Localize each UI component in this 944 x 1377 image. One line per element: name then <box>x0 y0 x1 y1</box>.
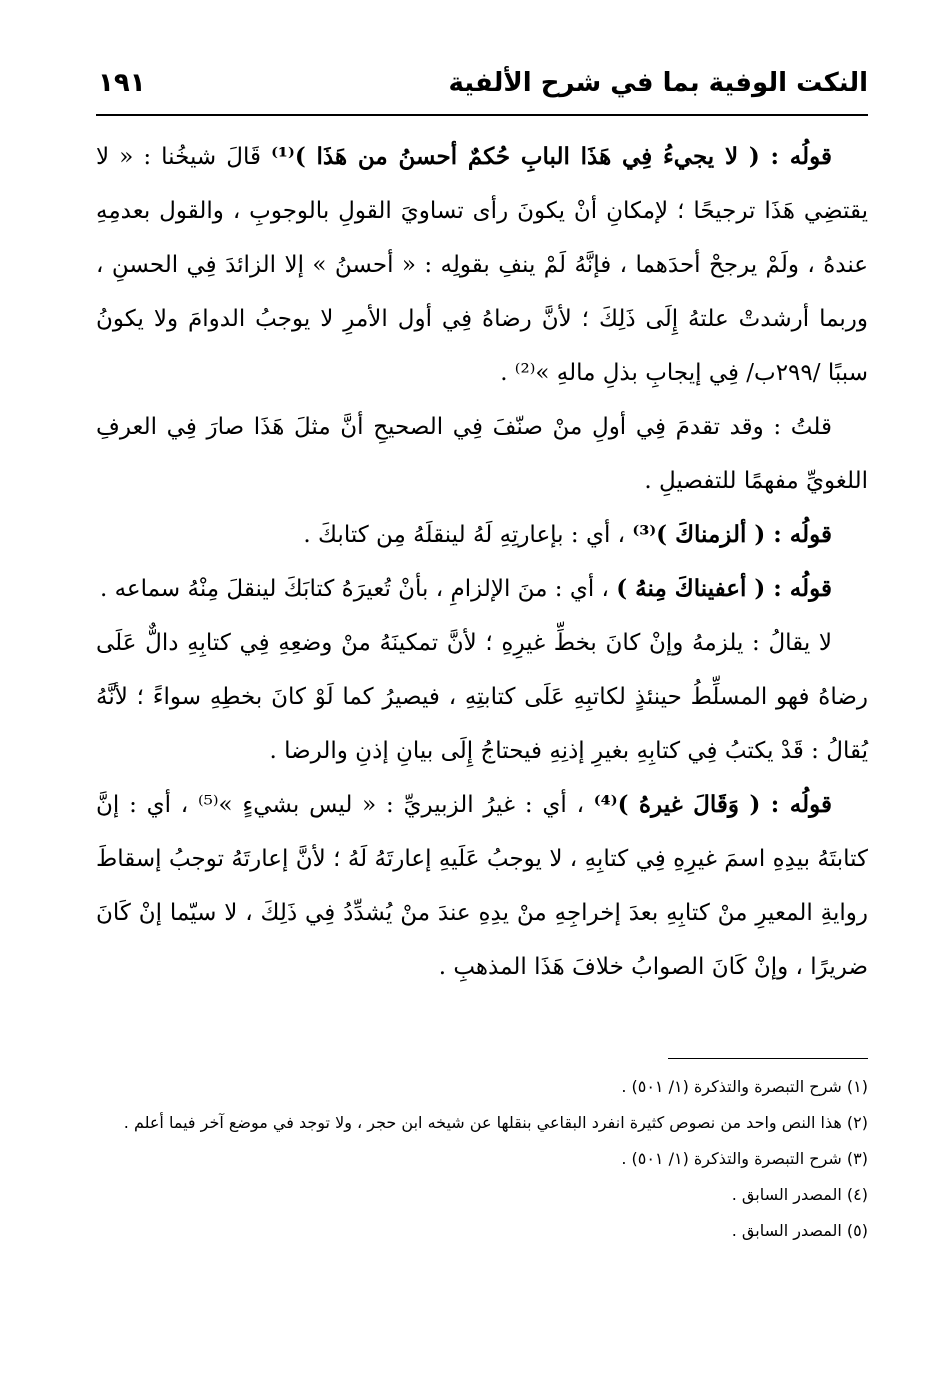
paragraph <box>96 616 868 778</box>
paragraph-lead: قولُه : ( أعفيناكَ مِنهُ ) <box>616 575 832 602</box>
paragraph-lead: قولُه : ( ألزمناكَ )⁽³⁾ <box>632 521 832 548</box>
paragraph <box>96 130 868 400</box>
paragraph-text: ، أي : غيرُ الزبيريِّ : « ليس بشيءٍ »⁽⁵⁾ ، أي : إنَّ كتابتَهُ بيدِهِ اسمَ غيرِهِ فِي كتابِهِ ، لا يوجبُ عَلَيهِ إعارتَهُ لَهُ ؛ لأنَّ إعارتَهُ توجبُ إسقاطَ روايةِ المعيرِ منْ كتابِهِ بعدَ إخراجِهِ منْ يدِهِ عندَ منْ يُشدِّدُ فِي ذَلِكَ ، لا سيّما إنْ كَانَ ضريرًا ، وإنْ كَانَ الصوابُ خلافَ هَذَا المذهبِ . <box>96 792 868 980</box>
paragraph-text: قلتُ : وقد تقدمَ فِي أولِ منْ صنّفَ فِي الصحيحِ أنَّ مثلَ هَذَا صارَ فِي العرفِ اللغويِّ مفهمًا للتفصيلِ . <box>96 414 868 494</box>
paragraph <box>96 778 868 994</box>
page-number: ١٩١ <box>98 68 146 98</box>
footnotes <box>96 1058 868 1247</box>
page-header <box>96 58 868 116</box>
paragraph-lead: قولُه : ( لا يجيءُ فِي هَذَا البابِ حُكمٌ أحسنُ من هَذَا )⁽¹⁾ <box>271 143 833 170</box>
footnote: (٥) المصدر السابق . <box>731 1221 868 1240</box>
book-page <box>96 58 868 1358</box>
paragraph-text: قَالَ شيخُنا : « لا يقتضِي هَذَا ترجيحًا ؛ لإمكانِ أنْ يكونَ رأى تساويَ القولِ بالوجوبِ ، والقول بعدمِهِ عندهُ ، ولَمْ يرجحْ أحدَهما ، فإنَّهُ لَمْ ينفِ بقولِه : « أحسنُ » إلا الزائدَ فِي الحسنِ ، وربما أرشدتْ علتهُ إِلَى ذَلِكَ ؛ لأنَّ رضاهُ فِي أول الأمرِ لا يوجبُ الدوامَ ولا يكونُ سببًا /٢٩٩ب/ فِي إيجابِ بذلِ مالهِ »⁽²⁾ . <box>96 144 868 386</box>
main-text <box>96 130 868 994</box>
paragraph <box>96 562 868 616</box>
footnote: (٤) المصدر السابق . <box>731 1185 868 1204</box>
footnote: (١) شرح التبصرة والتذكرة (١/ ٥٠١) . <box>621 1077 868 1096</box>
paragraph-text: ، أي : بإعارتِهِ لَهُ لينقلَهُ مِن كتابكَ . <box>303 522 633 548</box>
running-title: النكت الوفية بما في شرح الألفية <box>448 68 868 98</box>
footnote: (٣) شرح التبصرة والتذكرة (١/ ٥٠١) . <box>621 1149 868 1168</box>
footnote-separator <box>668 1058 868 1059</box>
footnote: (٢) هذا النص واحد من نصوص كثيرة انفرد البقاعي بنقلها عن شيخه ابن حجر ، ولا توجد في موضع آخر فيما أعلم . <box>123 1113 868 1132</box>
paragraph-text: لا يقالُ : يلزمهُ وإنْ كانَ بخطِّ غيرِهِ ؛ لأنَّ تمكينَهُ منْ وضعِهِ فِي كتابِهِ دالٌّ عَلَى رضاهُ فهو المسلِّطُ حينئذٍ لكاتبِهِ عَلَى كتابتِهِ ، فيصيرُ كما لَوْ كانَ بخطِهِ سواءً ؛ لأنَّهُ يُقالُ : قَدْ يكتبُ فِي كتابِهِ بغيرِ إذنِهِ فيحتاجُ إِلَى بيانِ إذنِ والرضا . <box>96 630 868 764</box>
paragraph-text: ، أي : منَ الإلزامِ ، بأنْ تُعيرَهُ كتابَكَ لينقلَ مِنْهُ سماعه . <box>99 576 617 602</box>
paragraph <box>96 508 868 562</box>
paragraph <box>96 400 868 508</box>
paragraph-lead: قولُه : ( وَقَالَ غيرهُ )⁽⁴⁾ <box>593 791 832 818</box>
